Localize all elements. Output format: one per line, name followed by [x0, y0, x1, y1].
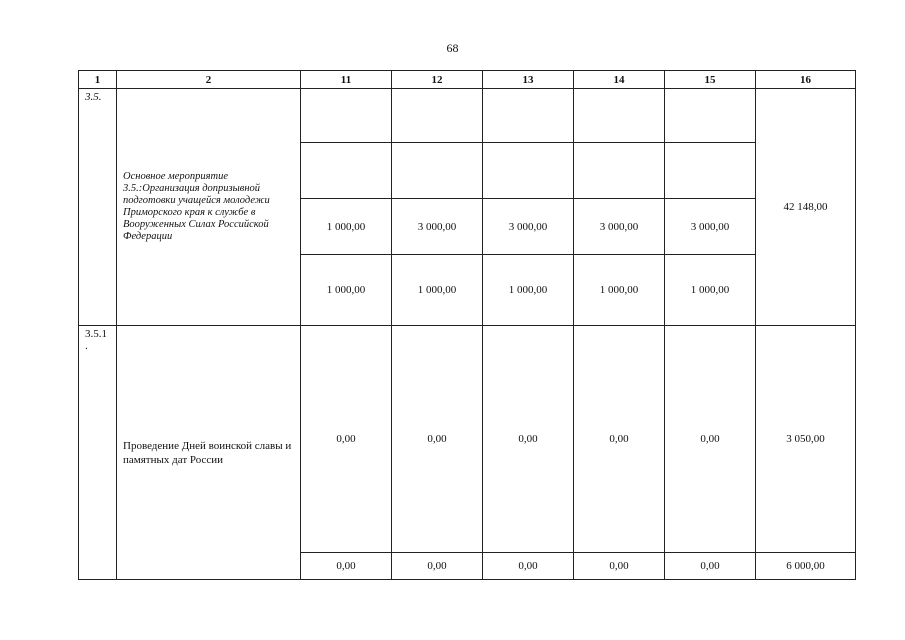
table-row	[79, 89, 856, 143]
header-cell-13: 13	[483, 71, 574, 89]
total-cell: 6 000,00	[756, 553, 856, 580]
value-cell: 0,00	[574, 326, 665, 553]
budget-table	[78, 70, 856, 580]
value-cell: 0,00	[483, 553, 574, 580]
value-cell: 0,00	[301, 326, 392, 553]
item-number: 3.5.	[79, 89, 117, 326]
value-cell: 3 000,00	[483, 199, 574, 255]
value-cell: 0,00	[483, 326, 574, 553]
value-cell: 1 000,00	[301, 199, 392, 255]
value-cell: 1 000,00	[301, 255, 392, 326]
value-cell	[301, 89, 392, 143]
value-cell: 0,00	[301, 553, 392, 580]
value-cell	[665, 89, 756, 143]
total-cell: 3 050,00	[756, 326, 856, 553]
header-cell-14: 14	[574, 71, 665, 89]
value-cell	[574, 89, 665, 143]
value-cell: 1 000,00	[392, 255, 483, 326]
header-cell-15: 15	[665, 71, 756, 89]
item-name: Основное мероприятие 3.5.:Организация допризывной подготовки учащейся молодежи Приморского края к службе в Вооруженных Силах Российской Федерации	[117, 89, 301, 326]
item-name: Проведение Дней воинской славы и памятных дат России	[117, 326, 301, 580]
total-cell: 42 148,00	[756, 89, 856, 326]
value-cell: 3 000,00	[665, 199, 756, 255]
header-cell-2: 2	[117, 71, 301, 89]
value-cell	[392, 89, 483, 143]
value-cell: 3 000,00	[392, 199, 483, 255]
value-cell	[665, 143, 756, 199]
value-cell: 0,00	[665, 326, 756, 553]
value-cell: 3 000,00	[574, 199, 665, 255]
header-cell-1: 1	[79, 71, 117, 89]
value-cell: 0,00	[392, 326, 483, 553]
value-cell: 1 000,00	[574, 255, 665, 326]
value-cell: 0,00	[574, 553, 665, 580]
value-cell: 1 000,00	[665, 255, 756, 326]
table-row	[79, 326, 856, 553]
header-cell-11: 11	[301, 71, 392, 89]
value-cell	[392, 143, 483, 199]
value-cell	[483, 143, 574, 199]
value-cell: 0,00	[392, 553, 483, 580]
page-number: 68	[446, 41, 459, 55]
value-cell: 0,00	[665, 553, 756, 580]
header-cell-16: 16	[756, 71, 856, 89]
value-cell	[574, 143, 665, 199]
header-cell-12: 12	[392, 71, 483, 89]
value-cell: 1 000,00	[483, 255, 574, 326]
value-cell	[301, 143, 392, 199]
item-number: 3.5.1 .	[79, 326, 117, 580]
header-row	[79, 71, 856, 89]
value-cell	[483, 89, 574, 143]
